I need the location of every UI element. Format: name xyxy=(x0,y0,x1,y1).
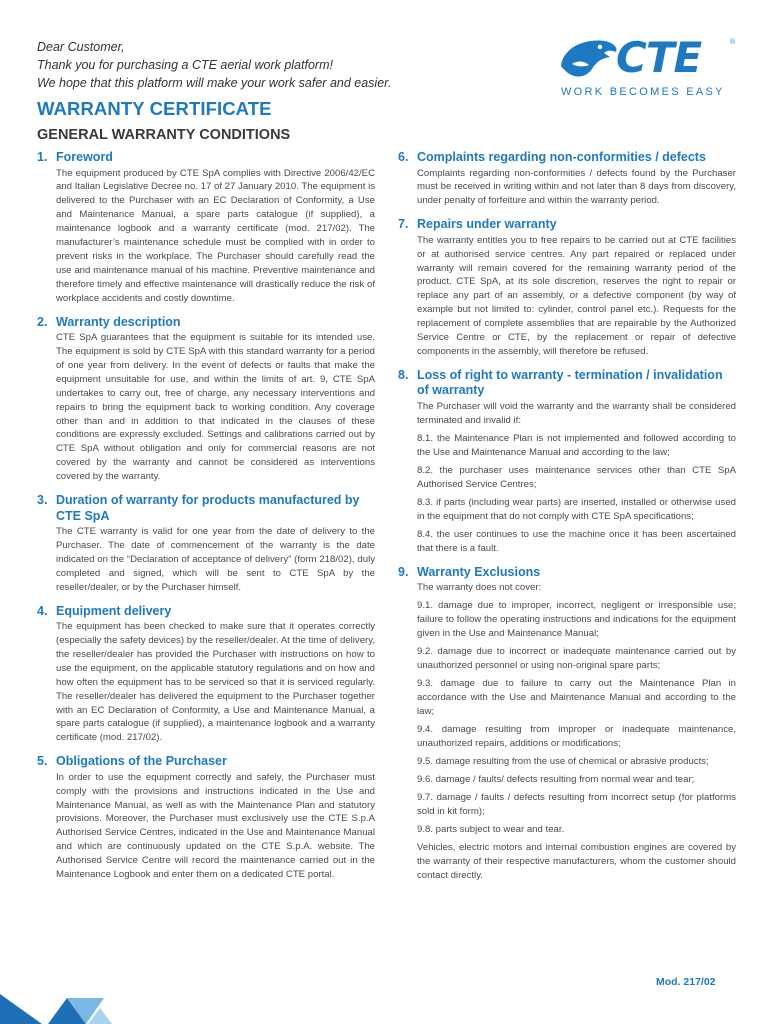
section-heading xyxy=(37,315,375,331)
section-heading xyxy=(37,754,375,770)
section-paragraph: The CTE warranty is valid for one year from the date of delivery to the Purchaser. The date of commencement of the warranty is the date indicated on the “Declaration of acceptance of delivery” (form 218/02), duly completed and signed, which will be sent to CTE SpA by the reseller/dealer, or by the Purchaser himself. xyxy=(56,526,375,593)
form-code: Mod. 217/02 xyxy=(656,976,716,988)
section-paragraph: The equipment has been checked to make sure that it operates correctly (especially the safety devices) by the reseller/dealer. At the time of delivery, the reseller/dealer has provided the Purchaser with instructions on how to use the equipment, on the applicable statutory regulations and on how and how often the equipment has to be serviced so that it is serviced regularly. The reseller/dealer has delivered the equipment to the Purchaser together with an EC Declaration of Conformity, a Use and Maintenance Manual, a spare parts catalogue (if supplied), a maintenance logbook and a warranty certificate (mod. 217/02). xyxy=(56,621,375,744)
section-body xyxy=(56,771,375,882)
section xyxy=(37,604,375,746)
section-paragraph: Vehicles, electric motors and internal combustion engines are covered by the warranty of their respective manufacturers, whom the customer should contact directly. xyxy=(417,842,736,882)
section-paragraph: The warranty entitles you to free repairs to be carried out at CTE facilities or at authorised service centres. Any part repaired or replaced under warranty will remain covered for the remaining warranty period of the product. CTE SpA, at its sole discretion, reserves the right to repair or replace any part of an assembly, or a defective component (by way of example but not limited to: cylinder, control panel etc.). Requests for the replacement of complete assemblies that are repairable by the Authorized Service Centre or CTE, by the replacement or repair of defective components in the assembly, will therefore be refused. xyxy=(417,234,736,357)
section-title: Warranty description xyxy=(56,314,181,329)
section-title: Duration of warranty for products manufactured by CTE SpA xyxy=(56,493,360,523)
section-heading xyxy=(398,368,736,399)
section xyxy=(398,150,736,208)
section xyxy=(37,493,375,595)
corner-decoration xyxy=(0,954,120,1024)
section-paragraph: 9.2. damage due to incorrect or inadequate maintenance carried out by unauthorized personnel or using non-original spare parts; xyxy=(417,646,736,672)
right-column xyxy=(398,150,736,892)
page-title: WARRANTY CERTIFICATE xyxy=(37,98,272,119)
section-body xyxy=(56,525,375,595)
greeting-salutation: Dear Customer, xyxy=(37,40,125,54)
section-paragraph: 8.2. the purchaser uses maintenance services other than CTE SpA Authorised Service Centres; xyxy=(417,464,736,490)
section-paragraph: The warranty does not cover: xyxy=(417,582,542,594)
section-number: 3. xyxy=(37,493,48,508)
section-title: Obligations of the Purchaser xyxy=(56,754,227,769)
section-paragraph: 9.6. damage / faults/ defects resulting from normal wear and tear; xyxy=(417,774,695,786)
left-column xyxy=(37,150,375,891)
section-body xyxy=(417,400,736,556)
section-heading xyxy=(37,604,375,620)
registered-mark: ® xyxy=(730,39,736,46)
section xyxy=(398,368,736,556)
section-heading xyxy=(398,565,736,581)
section-paragraph: 9.4. damage resulting from improper or inadequate maintenance, unauthorized repairs, additions or modifications; xyxy=(417,724,736,749)
section-number: 8. xyxy=(398,367,409,382)
page-subtitle: GENERAL WARRANTY CONDITIONS xyxy=(37,127,291,143)
section-body xyxy=(417,234,736,359)
section-number: 2. xyxy=(37,314,48,329)
dolphin-logo-icon xyxy=(558,36,618,82)
section-body xyxy=(56,331,375,484)
section-paragraph: 9.1. damage due to improper, incorrect, negligent or irresponsible use; failure to follow the operating instructions and indications for the equipment given in the Use and Maintenance Manual; xyxy=(417,600,736,640)
section xyxy=(37,315,375,484)
section-number: 1. xyxy=(37,150,48,164)
section-body xyxy=(417,167,736,209)
greeting-thanks: Thank you for purchasing a CTE aerial work platform! xyxy=(37,58,333,72)
section-title: Warranty Exclusions xyxy=(417,564,541,579)
section-title: Complaints regarding non-conformities / defects xyxy=(417,150,706,164)
section-paragraph: 9.5. damage resulting from the use of chemical or abrasive products; xyxy=(417,756,709,768)
section-paragraph: The Purchaser will void the warranty and the warranty shall be considered terminated and invalid if: xyxy=(417,400,736,426)
logo-wordmark: CTE xyxy=(616,33,702,82)
logo-tagline: WORK BECOMES EASY xyxy=(561,86,725,98)
section-heading xyxy=(37,150,375,166)
section-paragraph: 9.3. damage due to failure to carry out the Maintenance Plan in accordance with the Use and Maintenance Manual and according to the law; xyxy=(417,678,736,717)
section-heading xyxy=(398,217,736,233)
section-number: 7. xyxy=(398,217,409,232)
section-number: 4. xyxy=(37,603,48,618)
greeting xyxy=(37,38,507,92)
section-heading xyxy=(398,150,736,166)
section-heading xyxy=(37,493,375,524)
section-body xyxy=(417,581,736,883)
section xyxy=(37,150,375,306)
greeting-wish: We hope that this platform will make your work safer and easier. xyxy=(37,76,392,90)
section-paragraph: 8.4. the user continues to use the machine once it has been ascertained that there is a fault. xyxy=(417,528,736,554)
section xyxy=(398,565,736,883)
section-paragraph: 9.8. parts subject to wear and tear. xyxy=(417,824,565,836)
section-number: 5. xyxy=(37,754,48,769)
section-number: 9. xyxy=(398,564,409,579)
section-title: Equipment delivery xyxy=(56,603,172,618)
section xyxy=(398,217,736,359)
section-body xyxy=(56,620,375,745)
section-title: Foreword xyxy=(56,150,113,164)
section-title: Repairs under warranty xyxy=(417,217,557,232)
section-paragraph: 8.3. if parts (including wear parts) are inserted, installed or otherwise used in the equipment that do not comply with CTE SpA specifications; xyxy=(417,496,736,522)
section-number: 6. xyxy=(398,150,409,164)
section-body xyxy=(56,167,375,306)
section-paragraph: In order to use the equipment correctly and safely, the Purchaser must comply with the provisions and instructions indicated in the Use and Maintenance Manual, as well as with the Maintenance Plan and statutory provisions. Moreover, the Purchaser must exclusively use the CTE S.p.A Authorised Service Centres, indicated in the Use and Maintenance Manual and which are continuously updated on the CTE S.p.A. website. The Authorised Service Centre will record the maintenance carried out in the Maintenance Logbook and enter them on a dedicated CTE portal. xyxy=(56,771,375,881)
section-paragraph: CTE SpA guarantees that the equipment is suitable for its intended use. The equipment is sold by CTE SpA with this standard warranty for a period of one year from delivery. In the event of defects or faults that make the equipment unsuitable for use, and within the limits of art. 9, CTE SpA undertakes to carry out, free of charge, any necessary interventions and repairs to bring the equipment back to working condition. Any coverage other than and in addition to that indicated in the clauses of these conditions are expressly excluded. Settings and calibrations carried out by CTE SpA without obligation and only for commercial reasons are not covered by the warranty and cannot be considered as interventions covered by the warranty. xyxy=(56,332,375,483)
section-title: Loss of right to warranty - termination / invalidation of warranty xyxy=(417,367,723,398)
section-paragraph: 9.7. damage / faults / defects resulting from incorrect setup (for platforms sold in kit form); xyxy=(417,792,736,818)
cte-logo xyxy=(558,33,738,100)
section xyxy=(37,754,375,882)
section-paragraph: 8.1. the Maintenance Plan is not implemented and followed according to the Use and Maintenance Manual and according to the law; xyxy=(417,432,736,458)
section-paragraph: Complaints regarding non-conformities / defects found by the Purchaser must be received in writing within and not later than 8 days from discovery, under penalty of forfeiture and within the warranty period. xyxy=(417,167,736,207)
section-paragraph: The equipment produced by CTE SpA complies with Directive 2006/42/EC and Italian Legislative Decree no. 17 of 27 January 2010. The equipment is delivered to the Purchaser with an EC Declaration of Conformity, a Use and Maintenance Manual, a spare parts catalogue (if supplied), a maintenance logbook and a warranty certificate (mod. 217/02). The manufacturer’s maintenance schedule must be complied with in order to prevent risks in the workplace. The Purchaser should carefully read the use and maintenance manual of his machine. Preventive maintenance and therefore timely and effective maintenance will drastically reduce the risk of workplace accidents and costly downtime. xyxy=(56,167,375,304)
